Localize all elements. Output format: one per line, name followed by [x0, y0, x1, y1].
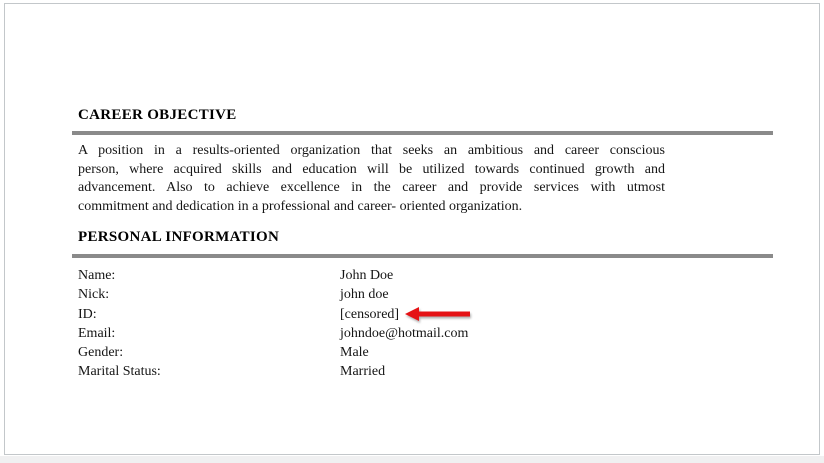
career-objective-paragraph — [78, 142, 665, 216]
info-value: John Doe — [340, 268, 394, 283]
info-row-email — [78, 324, 698, 343]
info-value: johndoe@hotmail.com — [340, 325, 469, 341]
paragraph-line: person, where acquired skills and education will be utilized towards continued growth and — [78, 161, 665, 177]
info-label: Email: — [78, 325, 116, 341]
info-value: Male — [340, 345, 369, 361]
personal-information-rule — [72, 254, 773, 258]
career-objective-heading: CAREER OBJECTIVE — [78, 107, 237, 123]
info-value: [censored] — [340, 306, 400, 322]
info-label: Marital Status: — [78, 364, 161, 380]
info-value: john doe — [340, 287, 389, 303]
info-value: Married — [340, 364, 386, 380]
info-label: ID: — [78, 306, 97, 322]
bottom-gutter — [0, 456, 824, 463]
info-row-nick — [78, 285, 698, 304]
paragraph-line: A position in a results-oriented organization that seeks an ambitious and career conscious — [78, 143, 665, 158]
red-arrow-left-icon — [404, 306, 471, 322]
personal-information-list — [78, 266, 698, 382]
info-label: Gender: — [78, 345, 124, 361]
paragraph-line: advancement. Also to achieve excellence in the career and provide services with utmost — [78, 180, 665, 196]
career-objective-rule — [72, 131, 773, 135]
info-label: Nick: — [78, 287, 110, 303]
info-row-marital-status — [78, 362, 698, 381]
info-row-id — [78, 305, 698, 324]
paragraph-line: commitment and dedication in a professional and career- oriented organization. — [78, 198, 523, 214]
info-row-gender — [78, 343, 698, 362]
info-row-name — [78, 266, 698, 285]
personal-information-heading: PERSONAL INFORMATION — [78, 229, 280, 245]
info-label: Name: — [78, 268, 116, 283]
